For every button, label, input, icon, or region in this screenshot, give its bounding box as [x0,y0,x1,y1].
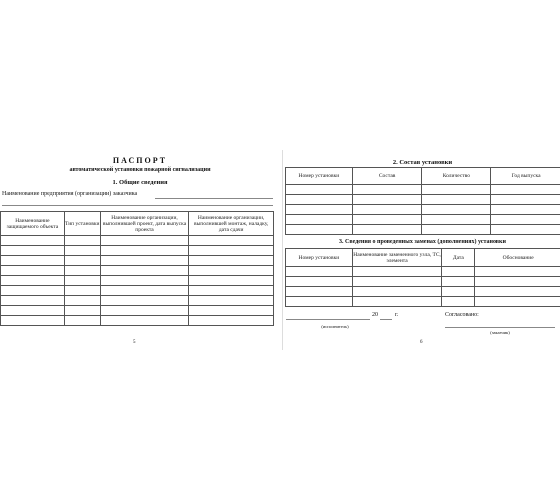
customer-line-1 [155,198,273,199]
table-row [1,276,274,286]
column-header: Наименование замененного узла, ТС, элемента [352,249,442,267]
table-row [286,277,560,287]
section2-heading: 2. Состав установки [392,159,453,166]
column-header: Состав [352,168,422,185]
column-header: Наименование организации, выполнившей проект, дата выпуска проекта [100,212,189,236]
right-page-number: 6 [420,340,423,345]
table-row [286,267,560,277]
year-line [380,319,392,320]
passport-subtitle: автоматической установки пожарной сигнализации [69,167,211,173]
customer-caption: (заказчик) [490,330,510,335]
executor-caption: (исполнитель) [321,324,349,329]
executor-signature-line [286,319,370,320]
column-header: Год выпуска [491,168,560,185]
table-row [1,266,274,276]
agreed-label: Согласовано: [445,312,479,318]
table-row [286,225,560,235]
year-suffix: г. [395,312,399,318]
column-header: Наименование организации, выполнившей монтаж, наладку, дата сдачи [189,212,274,236]
table-row [1,316,274,326]
table-row [286,297,560,307]
table-row [1,296,274,306]
table-row [286,205,560,215]
table-row [1,246,274,256]
section1-heading: 1. Общие сведения [112,179,168,186]
table-row [1,256,274,266]
column-header: Номер установки [286,249,353,267]
general-info-table [0,211,274,326]
customer-line-2 [2,205,273,206]
left-page-number: 5 [133,340,136,345]
column-header: Номер установки [286,168,353,185]
table-row [1,306,274,316]
column-header: Количество [422,168,491,185]
replacements-table [285,248,560,307]
column-header: Тип установки [64,212,100,236]
composition-table [285,167,560,235]
page-fold [282,150,283,350]
section3-heading: 3. Сведения о проведенных заменах (дополнениях) установки [339,239,506,245]
table-row [1,286,274,296]
column-header: Дата [442,249,475,267]
table-row [286,185,560,195]
table-row [1,236,274,246]
column-header: Обоснование [475,249,560,267]
year-prefix: 20 [372,312,378,318]
table-row [286,195,560,205]
column-header: Наименование защищаемого объекта [1,212,65,236]
table-row [286,287,560,297]
table-row [286,215,560,225]
customer-label: Наименование предприятия (организации) заказчика [2,191,138,197]
passport-title: ПАСПОРТ [112,156,168,165]
customer-signature-line [445,327,555,328]
